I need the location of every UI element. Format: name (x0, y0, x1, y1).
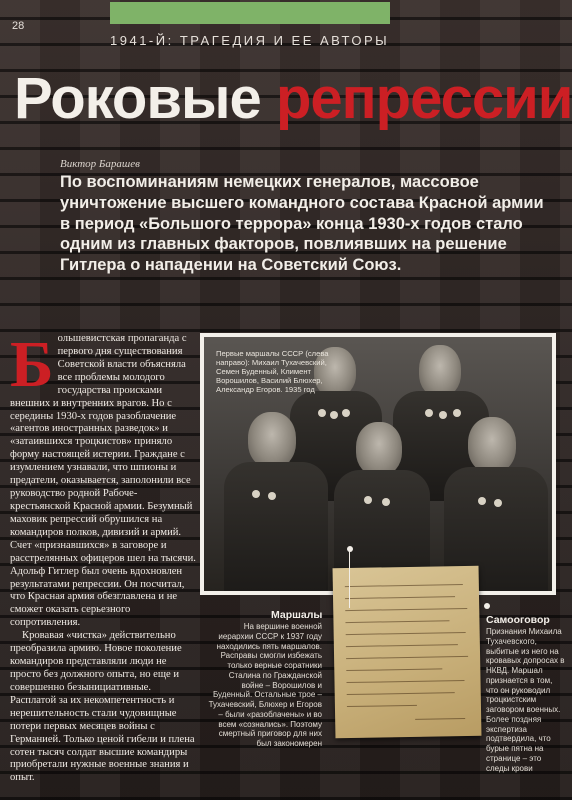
article-title (14, 66, 572, 131)
caption-self-incrimination-text: Признания Михаила Тухачевского, выбитые из него на кровавых допросах в НКВД. Маршал признается в том, что он руководил троцкистским заговором военных. Более поздняя экспертиза подтвердила, что бурые пятна на странице – это следы крови (486, 627, 565, 773)
body-paragraph-2: Кровавая «чистка» действительно преобразила армию. Новое поколение командиров представляли люди не просто без должного опыта, но еще и совершенно безынициативные. Расплатой за их некомпетентность и нерешительность стали чудовищные потери первых месяцев войны с Германией. Только ценой гибели и плена сотен тысяч солдат высшие командиры приобретали нужные военные знания и опыт. (10, 630, 195, 784)
drop-cap: Б (10, 328, 54, 401)
author-byline: Виктор Барашев (60, 158, 140, 170)
body-paragraph-1-text: ольшевистская пропаганда с первого дня существования Советской власти объясняла все проблемы молодого государства происками внешних и внутренних врагов. Но с середины 1930-х годов разоблачение «агентов иностранных разведок» и «затаившихся троцкистов» приняло форму настоящей истерии. Граждане с изумлением узнавали, что шпионы и предатели, оказывается, заполонили все руководство родной Рабоче-крестьянской Красной армии. Безумный маховик репрессий обрушился на командиров полков, дивизий и армий. Счет «признавшихся» в заговоре и расстрелянных офицеров шел на тысячи. Адольф Гитлер был очень вдохновлен результатами репрессии. Он посчитал, что Красная армия обезглавлена и не сможет оказать серьезного сопротивления. (10, 333, 196, 629)
lead-paragraph: По воспоминаниям немецких генералов, массовое уничтожение высшего командного состава Красной армии в период «Большого террора» конца 1930-х годов стало одним из главных факторов, повлиявших на решение Гитлера о нападении на Советский Союз. (60, 173, 544, 275)
confession-document-image (333, 566, 482, 739)
caption-marshals-title: Маршалы (271, 609, 323, 621)
section-color-bar (110, 2, 390, 24)
caption-pointer-right (484, 603, 490, 609)
title-part-2: репрессии (275, 66, 572, 131)
page-number: 28 (12, 20, 25, 32)
caption-marshals-text: На вершине военной иерархии СССР к 1937 году находились пять маршалов. Расправы смогли избежать только верные соратники Сталина по Гражданской войне – Ворошилов и Буденный. Остальные трое – Тухачевский, Блюхер и Егоров – были «разоблачены» и во всем «сознались». Поэтому смертный приговор для них был закономерен (208, 622, 322, 748)
body-column (10, 328, 196, 785)
caption-self-incrimination-title: Самооговор (486, 614, 550, 626)
photo-image (204, 337, 552, 591)
body-paragraph-1 (10, 328, 196, 630)
marshals-photo (200, 333, 556, 595)
caption-pointer-left (347, 546, 353, 552)
photo-caption: Первые маршалы СССР (слева направо): Михаил Тухачевский, Семен Буденный, Климент Ворошилов, Василий Блюхер, Александр Егоров. 1935 год (216, 349, 329, 395)
title-part-1: Роковые (14, 66, 261, 131)
caption-pointer-line-left (349, 550, 350, 608)
section-kicker: 1941-Й: ТРАГЕДИЯ И ЕЕ АВТОРЫ (110, 33, 390, 48)
